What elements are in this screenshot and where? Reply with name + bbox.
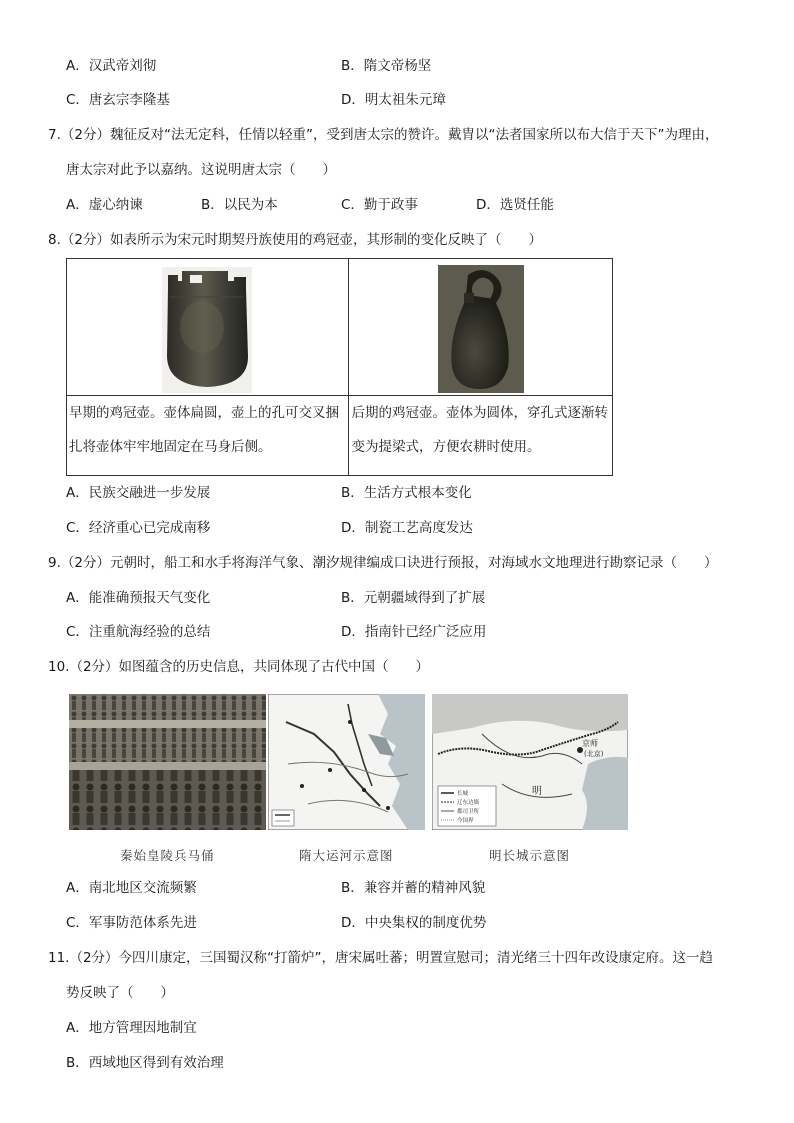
q11-option-a: A．地方管理因地制宜 — [66, 1020, 197, 1036]
early-pot-photo — [162, 267, 252, 393]
q9-stem: 9.（2分）元朝时，船工和水手将海洋气象、潮汐规律编成口诀进行预报，对海域水文地理进行勘察记录（ ） — [48, 555, 718, 571]
q8-option-b: B．生活方式根本变化 — [341, 485, 472, 501]
q10-option-c: C．军事防范体系先进 — [66, 915, 197, 931]
q9-option-c: C．注重航海经验的总结 — [66, 624, 211, 640]
q7-option-d: D．选贤任能 — [476, 197, 554, 213]
q8-late-image-cell — [349, 259, 613, 396]
q11-option-b: B．西域地区得到有效治理 — [66, 1055, 224, 1071]
map-capital-sub-label: (北京) — [584, 750, 604, 758]
q10-option-d: D．中央集权的制度优势 — [341, 915, 487, 931]
q7-stem-line1: 7.（2分）魏征反对“法无定科，任情以轻重”，受到唐太宗的赞许。戴胄以“法者国家所以布大信于天下”为理由， — [48, 127, 719, 143]
q7-option-a: A．虚心纳谏 — [66, 197, 143, 213]
q6-option-d: D．明太祖朱元璋 — [341, 92, 446, 108]
caption-grand-canal: 隋大运河示意图 — [299, 848, 394, 863]
map-capital-label: 京师 — [582, 739, 598, 748]
q8-late-description — [349, 396, 613, 476]
q8-option-a: A．民族交融进一步发展 — [66, 485, 211, 501]
terracotta-army-photo — [69, 694, 266, 830]
q11-stem-line1: 11.（2分）今四川康定，三国蜀汉称“打箭炉”，唐宋属吐蕃；明置宣慰司；清光绪三十四年改设康定府。这一趋 — [48, 950, 714, 966]
q8-stem: 8.（2分）如表所示为宋元时期契丹族使用的鸡冠壶，其形制的变化反映了（ ） — [48, 232, 542, 248]
q7-option-c: C．勤于政事 — [341, 197, 418, 213]
map-ming-label: 明 — [532, 786, 542, 797]
q9-option-d: D．指南针已经广泛应用 — [341, 624, 487, 640]
q10-option-b: B．兼容并蓄的精神风貌 — [341, 880, 486, 896]
q6-option-c: C．唐玄宗李隆基 — [66, 92, 170, 108]
q8-early-text-2: 扎将壶体牢牢地固定在马身后侧。 — [69, 439, 272, 455]
caption-terracotta: 秦始皇陵兵马俑 — [120, 848, 215, 863]
map-legend-2: 辽东边墙 — [457, 800, 480, 806]
q6-option-a: A．汉武帝刘彻 — [66, 58, 157, 74]
q8-early-text-1: 早期的鸡冠壶。壶体扁圆，壶上的孔可交叉捆 — [69, 405, 339, 421]
q8-early-description — [67, 396, 349, 476]
q9-option-b: B．元朝疆域得到了扩展 — [341, 590, 486, 606]
sui-grand-canal-map — [268, 694, 425, 830]
map-legend-1: 长城 — [457, 791, 469, 797]
q7-option-b: B．以民为本 — [201, 197, 278, 213]
q8-early-image-cell — [67, 259, 349, 396]
q10-stem: 10.（2分）如图蕴含的历史信息，共同体现了古代中国（ ） — [48, 659, 430, 675]
q9-option-a: A．能准确预报天气变化 — [66, 590, 211, 606]
q8-table — [66, 258, 613, 476]
late-pot-photo — [438, 265, 524, 393]
q8-option-c: C．经济重心已完成南移 — [66, 520, 211, 536]
q11-stem-line2: 势反映了（ ） — [66, 985, 174, 1001]
q6-option-b: B．隋文帝杨坚 — [341, 58, 432, 74]
caption-great-wall: 明长城示意图 — [489, 848, 571, 863]
q8-option-d: D．制瓷工艺高度发达 — [341, 520, 473, 536]
map-legend-4: 今国界 — [457, 818, 474, 824]
q7-stem-line2: 唐太宗对此予以嘉纳。这说明唐太宗（ ） — [66, 162, 336, 178]
q8-late-text-1: 后期的鸡冠壶。壶体为圆体，穿孔式逐渐转 — [351, 405, 608, 421]
q10-option-a: A．南北地区交流频繁 — [66, 880, 197, 896]
map-legend-3: 都司卫所 — [457, 809, 480, 815]
ming-great-wall-map — [432, 694, 628, 830]
q8-late-text-2: 变为提梁式，方便农耕时使用。 — [351, 439, 541, 455]
